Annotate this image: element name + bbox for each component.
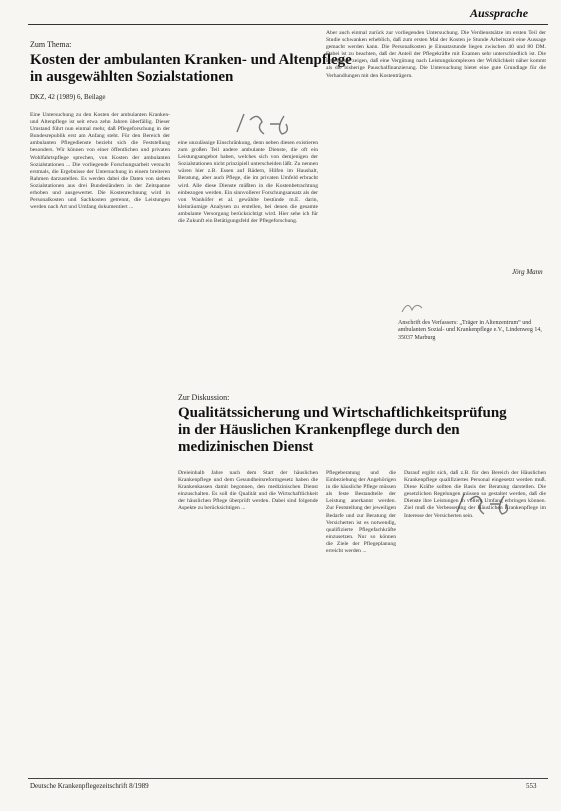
footer-rule [28,778,548,779]
article1-signature: Jörg Mann [512,268,543,276]
article1-col2-text: eine unzulässige Einschränkung, denn neben diesen existieren zum großen Teil andere ambulante Dienste, die oft ein Leistungsangebot haben, welches sich von demjenigen der Sozialstationen nicht prinzipiell unterscheiden läßt. Zu nennen wären hier z.B. Essen auf Rädern, Hilfen im Haushalt, Beratung, aber auch Pflege, die im privaten Umfeld erbracht wird. Alle diese Dienste müßten in die Kostenbetrachtung einbezogen werden. Ein sinnvollerer Forschungsansatz als der von Wanhöfer et al. gewählte bestünde m.E. darin, kleinräumige Analysen zu erstellen, bei denen die gesamte ambulante Versorgung berücksichtigt wird. Hier sehe ich für die Zukunft ein Betätigungsfeld der Pflegeforschung. [178,140,318,225]
handwritten-mark-2 [398,298,428,316]
article1-column-3 [326,30,546,260]
section-heading: Aussprache [470,6,529,20]
footer-journal: Deutsche Krankenpflegezeitschrift 8/1989 [30,782,149,790]
article2-topic: Zur Diskussion: [178,393,230,402]
header-rule [28,24,548,25]
article2-column-2 [326,470,396,770]
page-number: 553 [526,782,537,790]
article2-title: Qualitätssicherung und Wirtschaftlichkeitsprüfung in der Häuslichen Krankenpflege durch den medizinischen Dienst [178,405,507,455]
handwritten-mark-1 [232,110,292,138]
article2-col3-text: Darauf ergibt sich, daß z.B. für den Bereich der Häuslichen Krankenpflege qualifiziertes Personal eingesetzt werden muß. Diese Kräfte sollten die Basis der Beratung darstellen. Die gesetzlichen Regelungen müssen so gestaltet werden, daß die Dienste ihre Leistungen in vollem Umfang erbringen können. Ziel muß die Verbesserung der Häuslichen Krankenpflege im Interesse der Versicherten sein. [404,470,546,519]
article2-col1-text: Dreieinhalb Jahre nach dem Start der häuslichen Krankenpflege und dem Gesundheitsreformgesetz haben die Krankenkassen damit begonnen, den medizinischen Dienst einzuschalten. Es soll die Qualität und die Wirtschaftlichkeit der häuslichen Pflege überprüft werden. Dabei sind folgende Aspekte zu berücksichtigen ... [178,470,318,512]
article1-title: Kosten der ambulanten Kranken- und Altenpflege in ausgewählten Sozialstationen [30,52,352,85]
article1-topic: Zum Thema: [30,40,72,49]
article2-col2-text: Pflegeberatung und die Einbeziehung der Angehörigen in die häusliche Pflege müssen als feste Bestandteile der Leistung anerkannt werden. Zur Feststellung der jeweiligen Bedarfe und zur Beratung der Versicherten ist es notwendig, qualifizierte Pflegefachkräfte einzusetzen. Nur so können die Ziele der Pflegeplanung erreicht werden ... [326,470,396,555]
article1-reference: DKZ, 42 (1989) 6, Beilage [30,93,106,101]
author-address: Anschrift des Verfassers: „Träger in Altenzentrum“ und ambulanten Sozial- und Krankenpflege e.V., Lindenweg 14, 35037 Marburg [398,320,542,341]
article1-col3-text: Aber auch einmal zurück zur vorliegenden Untersuchung. Die Verdienstsätze im ersten Teil der Studie schwanken erheblich, daß zum ersten Mal der Kosten je Stunde Arbeitszeit eine Aussage gemacht werden kann. Die Personalkosten je Einsatzstunde liegen zwischen 40 und 80 DM. Dabei ist zu beachten, daß der Anteil der Pflegekräfte mit Examen sehr unterschiedlich ist. Die Ergebnisse zeigen, daß eine Vergütung nach Leistungskomplexen der Wirklichkeit näher kommt als die bisherige Pauschalfinanzierung. Die Untersuchung bietet eine gute Grundlage für die Verhandlungen mit den Kostenträgern. [326,30,546,79]
article2-column-3 [404,470,546,770]
article2-column-1 [178,470,318,770]
article1-col1-text: Eine Untersuchung zu den Kosten der ambulanten Kranken- und Altenpflege ist seit etwa zehn Jahren überfällig. Dieser Umstand führt nun einmal mehr, daß Pflegeforschung in der Bundesrepublik erst am Anfang steht. Für den Bereich der ambulanten Pflegedienste bezieht sich die Feststellung besonders. Wir können von einer öffentlichen und privaten Wohlfahrtspflege sprechen, von Kosten der ambulanten Sozialstationen ... Die vorliegende Forschungsarbeit versucht erstmals, die Ergebnisse der Untersuchung in einem breiteren Rahmen darzustellen. Es werden dabei die Daten von sieben Sozialstationen aus drei Bundesländern in der Zeitspanne erhoben und ausgewertet. Die Kostenrechnung wird in Personalkosten und Sachkosten getrennt, die Leistungen werden nach Art und Umfang dokumentiert ... [30,112,170,211]
article1-column-2 [178,140,318,380]
article1-column-1 [30,112,170,772]
